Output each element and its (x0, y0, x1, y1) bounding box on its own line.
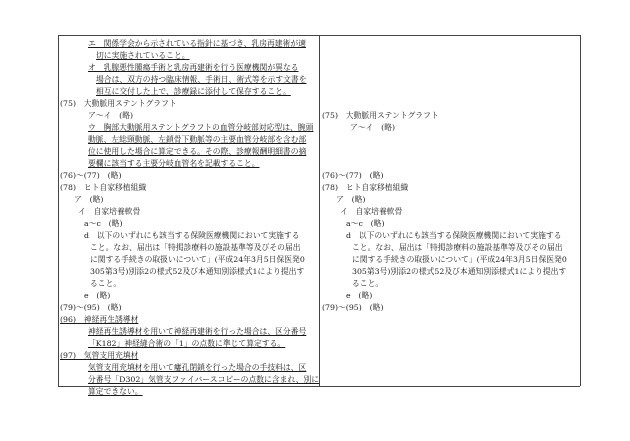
current-text-line: 305第3号)別添2の様式52及び本通知別添様式1により提出す (352, 267, 567, 276)
revised-text-line: ア～イ (略) (88, 111, 134, 120)
table-left-border (58, 35, 59, 386)
revised-text-line: 算定できない。 (88, 387, 143, 396)
revised-text-line: エ 関係学会から示されている指針に基づき、乳房再建術が適 (88, 39, 306, 48)
current-text-line: ア～イ (略) (350, 123, 396, 132)
revised-text-line: 「K182」神経縫合術の「1」の点数に準じて算定する。 (88, 339, 286, 348)
current-text-line: (79)～(95) (略) (322, 303, 384, 312)
current-text-line: e (略) (346, 291, 373, 300)
revised-text-line: 神経再生誘導材を用いて神経再建術を行った場合は、区分番号 (88, 327, 307, 336)
revised-text-line: e (略) (84, 291, 111, 300)
revised-text-line: 場合は、双方の持つ臨床情報、手術日、術式等を示す文書を (96, 75, 307, 84)
revised-text-line: 相互に交付した上で、診療録に添付して保存すること。 (96, 87, 291, 96)
revised-text-line: (97) 気管支用充填材 (60, 351, 139, 360)
current-text-line: d 以下のいずれにも該当する保険医療機関において実施する (346, 231, 562, 240)
revised-text-line: こと。なお、届出は「特掲診療料の施設基準等及びその届出 (90, 243, 301, 252)
revised-text-line: 分番号「D302」気管支ファイバースコピーの点数に含まれ、別に (88, 375, 320, 384)
table-right-border (580, 35, 581, 386)
revised-text-line: (78) ヒト自家移植組織 (60, 183, 147, 192)
revised-text-line: 気管支用充填材を用いて瘻孔閉鎖を行った場合の手技料は、区 (88, 363, 307, 372)
revised-text-line: (96) 神経再生誘導材 (60, 315, 139, 324)
revised-text-line: a～c (略) (84, 219, 123, 228)
current-text-line: に関する手続きの取扱いについて」(平成24年3月5日保医発0 (352, 255, 567, 264)
current-text-line: (75) 大動脈用ステントグラフト (322, 111, 439, 120)
revised-text-line: d 以下のいずれにも該当する保険医療機関において実施する (84, 231, 300, 240)
revised-text-line: ること。 (90, 279, 122, 288)
revised-text-line: ア (略) (74, 195, 104, 204)
revised-text-line: (75) 大動脈用ステントグラフト (60, 99, 177, 108)
current-text-line: こと。なお、届出は「特掲診療料の施設基準等及びその届出 (352, 243, 563, 252)
current-text-line: (76)～(77) (略) (322, 171, 384, 180)
revised-text-line: 要欄に該当する主要分岐血管名を記載すること。 (88, 159, 260, 168)
revised-text-line: (76)～(77) (略) (60, 171, 122, 180)
column-divider (319, 35, 320, 386)
current-text-line: (78) ヒト自家移植組織 (322, 183, 409, 192)
revised-text-line: ウ 胸部大動脈用ステントグラフトの血管分岐部対応型は、腕頭 (88, 123, 314, 132)
current-text-line: ア (略) (336, 195, 366, 204)
revised-text-line: 切に実施されていること。 (96, 51, 190, 60)
current-text-line: ること。 (352, 279, 384, 288)
revised-text-line: (79)～(95) (略) (60, 303, 122, 312)
revised-text-line: 位に使用した場合に算定できる。その際、診療報酬明細書の摘 (88, 147, 307, 156)
revised-text-line: 305第3号)別添2の様式52及び本通知別添様式1により提出す (90, 267, 305, 276)
revised-text-line: オ 乳腺悪性腫瘍手術と乳房再建術を行う医療機関が異なる (88, 63, 299, 72)
revised-text-line: に関する手続きの取扱いについて」(平成24年3月5日保医発0 (90, 255, 305, 264)
current-text-line: a～c (略) (346, 219, 385, 228)
current-text-line: イ 自家培養軟骨 (340, 207, 403, 216)
revised-text-line: イ 自家培養軟骨 (78, 207, 141, 216)
revised-text-line: 動脈、左総頸動脈、左鎖骨下動脈等の主要血管分岐部を含む部 (88, 135, 307, 144)
